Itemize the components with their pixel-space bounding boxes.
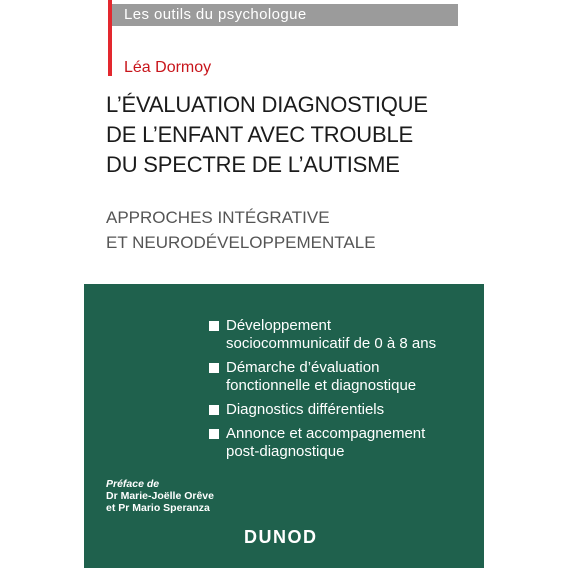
topic-list: [206, 317, 476, 467]
square-bullet-icon: [209, 363, 219, 373]
preface-line: Dr Marie-Joëlle Orêve: [106, 490, 214, 502]
topic-line: Annonce et accompagnement: [226, 425, 426, 442]
publisher-logo: DUNOD: [244, 527, 318, 547]
book-subtitle: [106, 205, 476, 255]
author-name: Léa Dormoy: [124, 59, 212, 76]
book-cover: [84, 0, 484, 568]
topic-line: sociocommunicatif de 0 à 8 ans: [226, 335, 437, 352]
topic-item: [206, 425, 476, 461]
square-bullet-icon: [209, 321, 219, 331]
topic-line: Développement: [226, 317, 332, 334]
series-name: Les outils du psychologue: [124, 6, 307, 23]
subtitle-line: ET NEURODÉVELOPPEMENTALE: [106, 233, 376, 252]
title-line: DU SPECTRE DE L’AUTISME: [106, 152, 400, 177]
topic-line: post-diagnostique: [226, 443, 345, 460]
title-line: L’ÉVALUATION DIAGNOSTIQUE: [106, 92, 428, 117]
topic-line: fonctionnelle et diagnostique: [226, 377, 417, 394]
topic-item: [206, 317, 476, 353]
topics-panel: [84, 284, 484, 568]
book-title: [106, 90, 476, 180]
topic-line: Démarche d’évaluation: [226, 359, 380, 376]
topic-item: [206, 401, 476, 419]
square-bullet-icon: [209, 429, 219, 439]
square-bullet-icon: [209, 405, 219, 415]
topic-item: [206, 359, 476, 395]
accent-rule: [108, 0, 112, 76]
title-line: DE L’ENFANT AVEC TROUBLE: [106, 122, 413, 147]
preface-label: Préface de: [106, 478, 160, 490]
preface-line: et Pr Mario Speranza: [106, 502, 210, 514]
topic-line: Diagnostics différentiels: [226, 401, 385, 418]
preface-credit: [106, 478, 214, 514]
subtitle-line: APPROCHES INTÉGRATIVE: [106, 208, 330, 227]
